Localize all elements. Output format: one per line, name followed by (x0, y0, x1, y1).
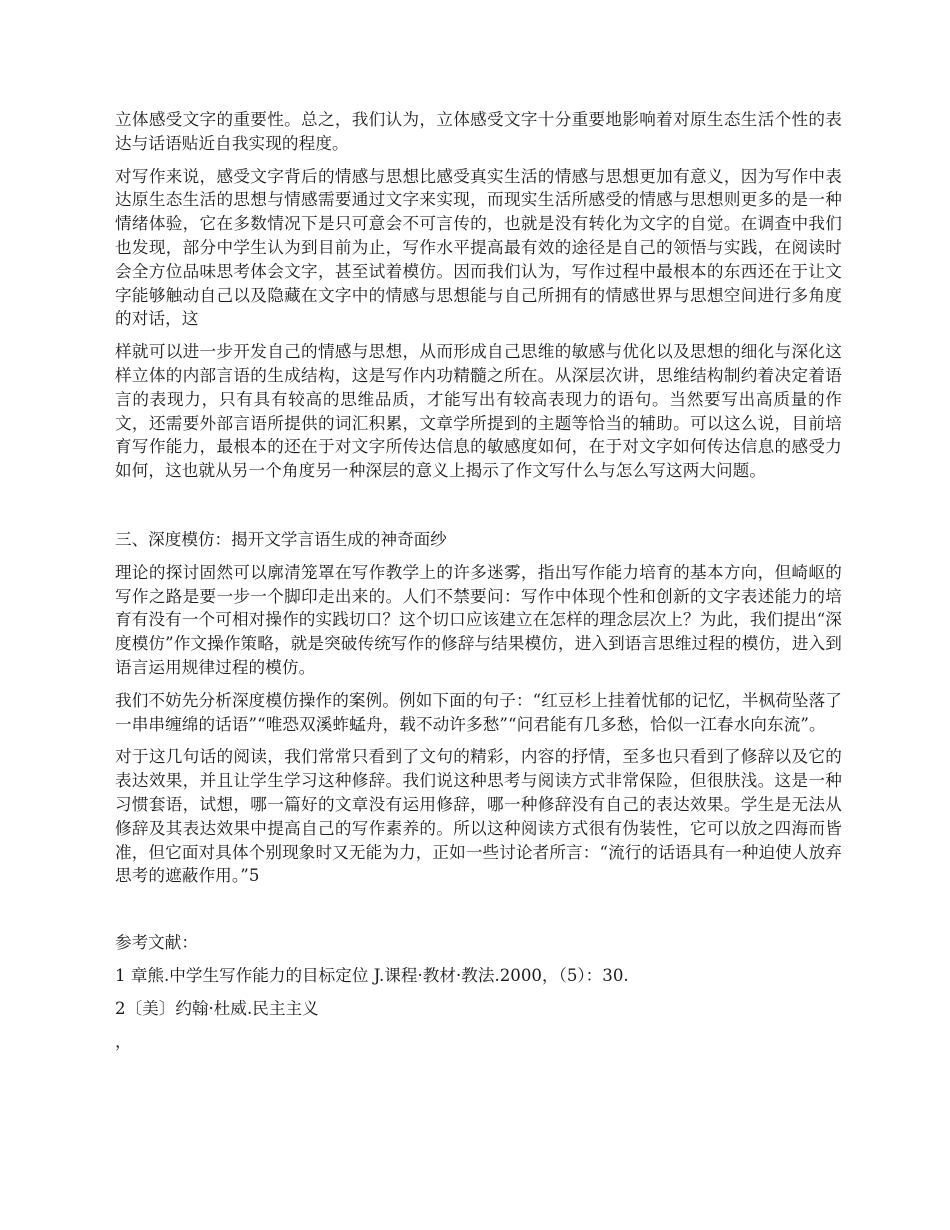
reference-item: ， (115, 1031, 132, 1051)
body-paragraph: 立体感受文字的重要性。总之，我们认为，立体感受文字十分重要地影响着对原生态生活个性的表达与话语贴近自我实现的程度。 (115, 110, 842, 153)
body-paragraph: 对写作来说，感受文字背后的情感与思想比感受真实生活的情感与思想更加有意义，因为写作中表达原生态生活的思想与情感需要通过文字来实现，而现实生活所感受的情感与思想则更多的是一种情绪体验，它在多数情况下是只可意会不可言传的，也就是没有转化为文字的自觉。在调查中我们也发现，部分中学生认为到目前为止，写作水平提高最有效的途径是自己的领悟与实践，在阅读时会全方位品味思考体会文字，甚至试着模仿。因而我们认为，写作过程中最根本的东西还在于让文字能够触动自己以及隐藏在文字中的情感与思想能与自己所拥有的情感世界与思想空间进行多角度的对话，这 (115, 166, 842, 329)
section-heading: 三、深度模仿：揭开文学言语生成的神奇面纱 (115, 529, 447, 549)
body-paragraph: 样就可以进一步开发自己的情感与思想，从而形成自己思维的敏感与优化以及思想的细化与深化这样立体的内部言语的生成结构，这是写作内功精髓之所在。从深层次讲，思维结构制约着决定着语言的表现力，只有具有较高的思维品质，才能写出有较高表现力的语句。当然要写出高质量的作文，还需要外部言语所提供的词汇积累，文章学所提到的主题等恰当的辅助。可以这么说，目前培育写作能力，最根本的还在于对文字所传达信息的敏感度如何，在于对文字如何传达信息的感受力如何，这也就从另一个角度另一种深层的意义上揭示了作文写什么与怎么写这两大问题。 (115, 342, 842, 481)
reference-item: 1 章熊.中学生写作能力的目标定位 J.课程·教材·教法.2000，（5）：30. (115, 965, 629, 985)
body-paragraph: 我们不妨先分析深度模仿操作的案例。例如下面的句子：“红豆杉上挂着忧郁的记忆，半枫荷坠落了一串串缠绵的话语”“唯恐双溪蚱蜢舟，载不动许多愁”“问君能有几多愁，恰似一江春水向东流”。 (115, 690, 842, 734)
section-spacer (115, 492, 842, 528)
body-paragraph: 对于这几句话的阅读，我们常常只看到了文句的精彩，内容的抒情，至多也只看到了修辞以及它的表达效果，并且让学生学习这种修辞。我们说这种思考与阅读方式非常保险，但很肤浅。这是一种习惯套语，试想，哪一篇好的文章没有运用修辞，哪一种修辞没有自己的表达效果。学生是无法从修辞及其表达效果中提高自己的写作素养的。所以这种阅读方式很有伪装性，它可以放之四海而皆准，但它面对具体个别现象时又无能为力，正如一些讨论者所言：“流行的话语具有一种迫使人放弃思考的遮蔽作用。”5 (115, 747, 842, 886)
document-page (115, 108, 842, 1062)
references-heading: 参考文献： (115, 933, 198, 953)
section-spacer (115, 897, 842, 931)
reference-item: 2〔美〕约翰·杜威.民主主义 (115, 998, 319, 1018)
body-paragraph: 理论的探讨固然可以廓清笼罩在写作教学上的许多迷雾，指出写作能力培育的基本方向，但崎岖的写作之路是要一步一个脚印走出来的。人们不禁要问：写作中体现个性和创新的文字表述能力的培育有没有一个可相对操作的实践切口？这个切口应该建立在怎样的理念层次上？为此，我们提出“深度模仿”作文操作策略，就是突破传统写作的修辞与结果模仿，进入到语言思维过程的模仿，进入到语言运用规律过程的模仿。 (115, 562, 842, 677)
